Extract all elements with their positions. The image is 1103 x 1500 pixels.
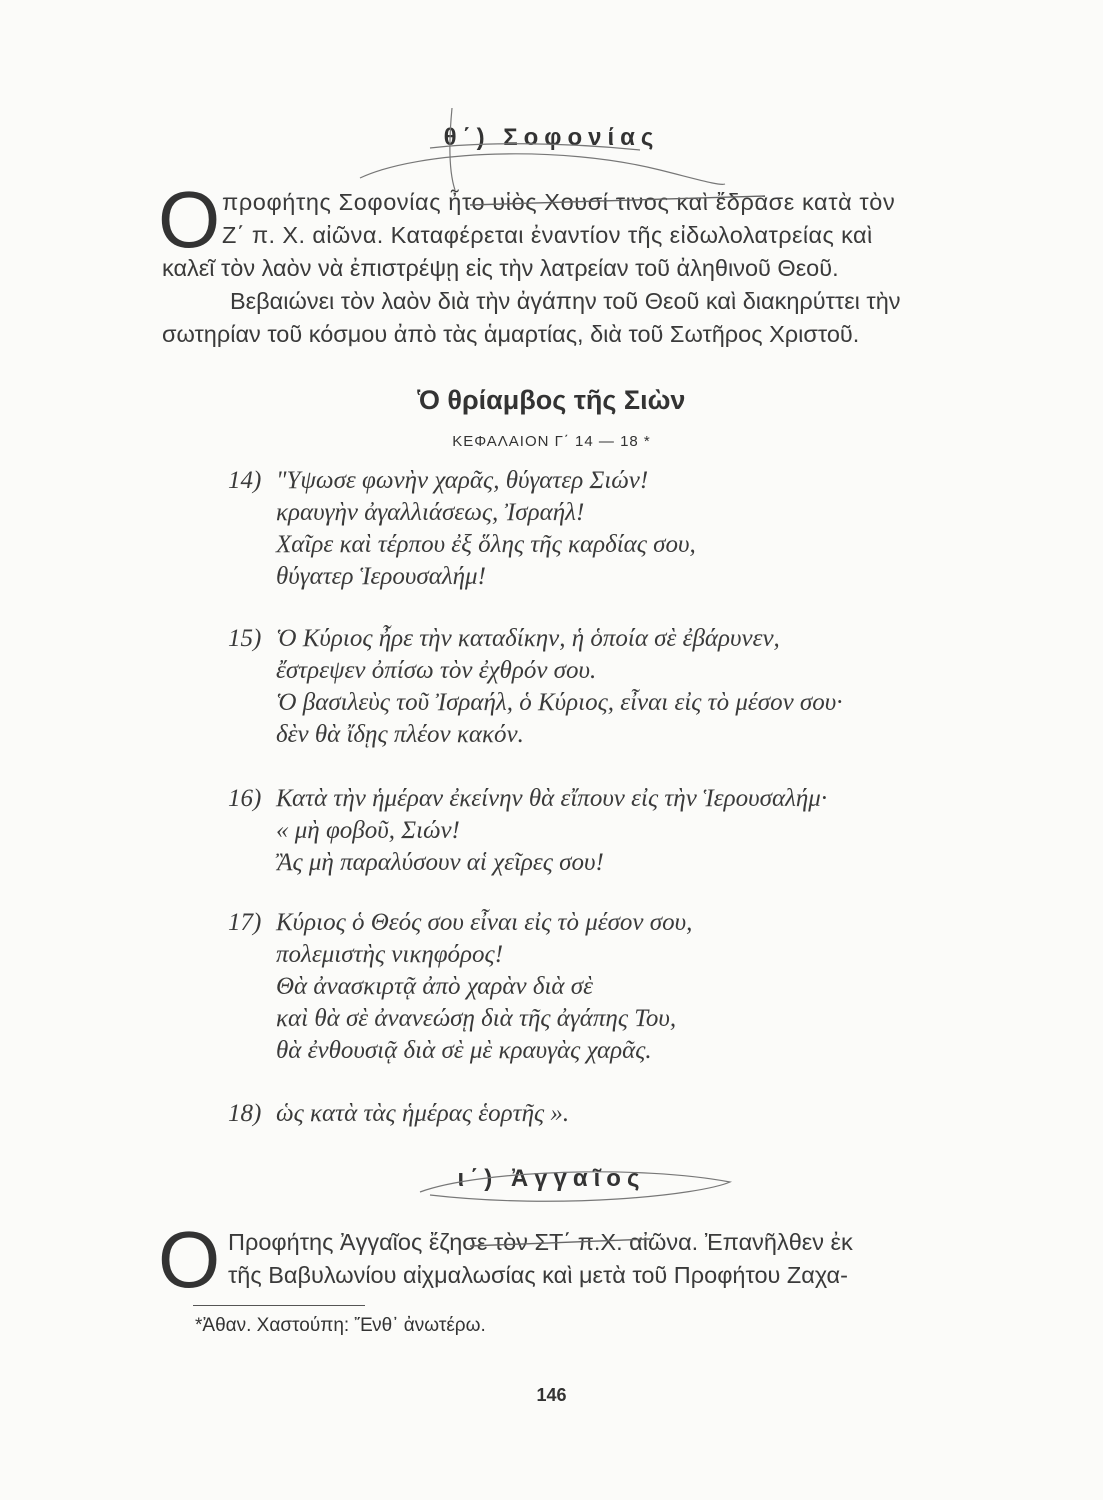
verse-line: [228, 623, 988, 655]
verse-line: ἔστρεψεν ὀπίσω τὸν ἐχθρόν σου.: [276, 657, 597, 684]
verse-number: 17): [228, 909, 262, 936]
verse-16: [228, 783, 988, 879]
zephaniah-paragraph-rest: [162, 252, 982, 351]
verse-text: ὡς κατὰ τὰς ἡμέρας ἑορτῆς ».: [276, 1100, 570, 1127]
verse-text: Κατὰ τὴν ἡμέραν ἐκείνην θὰ εἴπουν εἰς τὴν Ἱερουσαλήμ·: [276, 785, 828, 812]
verse-line: Χαῖρε καὶ τέρπου ἐξ ὅλης τῆς καρδίας σου,: [276, 531, 696, 558]
verse-14: [228, 465, 988, 593]
paragraph-line: Προφήτης Ἀγγαῖος ἔζησε τὸν ΣΤ΄ π.Χ. αἰῶνα. Ἐπανῆλθεν ἐκ: [228, 1229, 853, 1255]
zephaniah-paragraph-top: [222, 186, 980, 252]
verse-line: δὲν θὰ ἴδῃς πλέον κακόν.: [276, 721, 524, 748]
verse-text: Ὁ Κύριος ἦρε τὴν καταδίκην, ἡ ὁποία σὲ ἐβάρυνεν,: [276, 625, 780, 652]
page-number: 146: [536, 1385, 567, 1405]
paragraph-line: καλεῖ τὸν λαὸν νὰ ἐπιστρέψῃ εἰς τὴν λατρείαν τοῦ ἀληθινοῦ Θεοῦ.: [162, 255, 839, 281]
verse-line: [228, 465, 988, 497]
pencil-stroke: [360, 154, 725, 185]
verse-line: [228, 907, 988, 939]
verse-line: θὰ ἐνθουσιᾷ διὰ σὲ μὲ κραυγὰς χαρᾶς.: [276, 1037, 652, 1064]
paragraph-line: προφήτης Σοφονίας ἦτο υἱὸς Χουσί τινος καὶ ἔδρασε κατὰ τὸν: [222, 189, 896, 215]
verse-17: [228, 907, 988, 1067]
verse-line: πολεμιστὴς νικηφόρος!: [276, 941, 504, 968]
verse-line: [228, 783, 988, 815]
verse-line: Θὰ ἀνασκιρτᾷ ἀπὸ χαρὰν διὰ σὲ: [276, 973, 593, 1000]
verse-line: [228, 1098, 988, 1130]
verse-text: Κύριος ὁ Θεός σου εἶναι εἰς τὸ μέσον σου,: [276, 909, 693, 936]
section-heading-zephaniah: θ΄) Σοφονίας: [443, 124, 660, 151]
footnote-divider: [193, 1305, 365, 1306]
section-heading-haggai: ι΄) Ἀγγαῖος: [457, 1165, 646, 1192]
hymn-title: Ὁ θρίαμβος τῆς Σιὼν: [417, 385, 686, 415]
verse-number: 18): [228, 1100, 262, 1127]
verse-line: « μὴ φοβοῦ, Σιών!: [276, 817, 460, 844]
verse-line: κραυγὴν ἀγαλλιάσεως, Ἰσραήλ!: [276, 499, 585, 526]
verse-line: Ἂς μὴ παραλύσουν αἱ χεῖρες σου!: [276, 849, 604, 876]
verse-number: 16): [228, 785, 262, 812]
verse-15: [228, 623, 988, 751]
footnote: *Ἀθαν. Χαστούπη: Ἔνθ᾽ ἀνωτέρω.: [195, 1315, 486, 1336]
paragraph-line: Βεβαιώνει τὸν λαὸν διὰ τὴν ἀγάπην τοῦ Θεοῦ καὶ διακηρύττει τὴν: [230, 288, 901, 314]
chapter-reference: ΚΕΦΑΛΑΙΟΝ Γ΄ 14 — 18 *: [452, 433, 651, 450]
verse-number: 15): [228, 625, 262, 652]
haggai-paragraph: [228, 1226, 982, 1292]
dropcap: Ο: [158, 175, 221, 264]
verse-line: καὶ θὰ σὲ ἀνανεώσῃ διὰ τῆς ἀγάπης Του,: [276, 1005, 677, 1032]
verse-text: "Υψωσε φωνὴν χαρᾶς, θύγατερ Σιών!: [276, 467, 649, 494]
paragraph-line: σωτηρίαν τοῦ κόσμου ἀπὸ τὰς ἁμαρτίας, διὰ τοῦ Σωτῆρος Χριστοῦ.: [162, 321, 860, 347]
paragraph-line: Ζ΄ π. Χ. αἰῶνα. Καταφέρεται ἐναντίον τῆς εἰδωλολατρείας καὶ: [222, 222, 873, 248]
verse-line: Ὁ βασιλεὺς τοῦ Ἰσραήλ, ὁ Κύριος, εἶναι εἰς τὸ μέσον σου·: [276, 689, 843, 716]
dropcap: Ο: [158, 1215, 221, 1304]
verse-18: [228, 1098, 988, 1130]
verse-number: 14): [228, 467, 262, 494]
paragraph-line: τῆς Βαβυλωνίου αἰχμαλωσίας καὶ μετὰ τοῦ Προφήτου Ζαχα-: [228, 1262, 848, 1288]
verse-line: θύγατερ Ἱερουσαλήμ!: [276, 563, 486, 590]
